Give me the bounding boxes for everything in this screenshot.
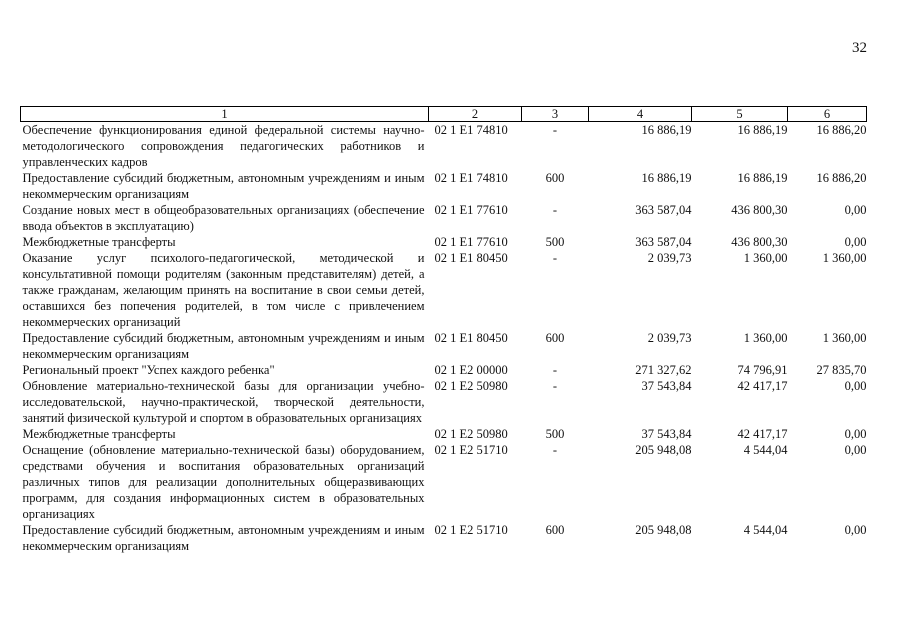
row-value-6: 1 360,00: [822, 251, 867, 265]
row-value-5: 74 796,91: [737, 363, 788, 377]
table-row: [21, 442, 867, 522]
table-header-row: [21, 107, 867, 122]
row-expense-type: 500: [545, 427, 565, 441]
row-value-5: 42 417,17: [737, 379, 788, 393]
row-name: Создание новых мест в общеобразовательных организациях (обеспечение ввода объектов в эксплуатацию): [22, 203, 425, 233]
row-expense-type: 600: [545, 523, 565, 537]
row-value-5: 16 886,19: [737, 171, 788, 185]
row-name: Обновление материально-технической базы для организации учебно-исследовательской, научно-практической, творческой деятельности, занятий физической культурой и спортом в образовательных организациях: [22, 379, 425, 425]
row-value-4: 363 587,04: [635, 203, 692, 217]
row-expense-type: -: [552, 123, 558, 137]
row-value-4: 271 327,62: [635, 363, 692, 377]
row-code: 02 1 E2 51710: [434, 443, 508, 457]
row-value-6: 16 886,20: [816, 123, 867, 137]
row-value-5: 4 544,04: [743, 443, 788, 457]
row-expense-type: -: [552, 203, 558, 217]
row-value-4: 16 886,19: [641, 171, 692, 185]
row-expense-type: -: [552, 379, 558, 393]
row-value-5: 42 417,17: [737, 427, 788, 441]
row-name: Межбюджетные трансферты: [22, 427, 176, 441]
column-header: 1: [21, 107, 429, 122]
row-code: 02 1 E1 74810: [434, 171, 508, 185]
row-value-4: 2 039,73: [647, 331, 692, 345]
row-expense-type: 600: [545, 331, 565, 345]
row-value-5: 1 360,00: [743, 331, 788, 345]
row-name: Обеспечение функционирования единой федеральной системы научно-методологического сопровождения педагогических работников и управленческих кадров: [22, 123, 425, 169]
row-code: 02 1 E2 51710: [434, 523, 508, 537]
row-value-6: 0,00: [844, 379, 867, 393]
row-code: 02 1 E2 50980: [434, 379, 508, 393]
table-row: [21, 170, 867, 202]
table-row: [21, 426, 867, 442]
table-row: [21, 250, 867, 330]
column-header: 6: [788, 107, 867, 122]
row-value-4: 2 039,73: [647, 251, 692, 265]
row-value-6: 16 886,20: [816, 171, 867, 185]
row-value-4: 205 948,08: [635, 443, 692, 457]
table-row: [21, 378, 867, 426]
row-value-6: 0,00: [844, 427, 867, 441]
row-value-6: 0,00: [844, 235, 867, 249]
column-header: 2: [429, 107, 522, 122]
row-value-5: 436 800,30: [731, 235, 788, 249]
row-name: Межбюджетные трансферты: [22, 235, 176, 249]
row-expense-type: -: [552, 251, 558, 265]
table-row: [21, 122, 867, 171]
row-name: Оснащение (обновление материально-технической базы) оборудованием, средствами обучения и воспитания образовательных организаций различных типов для реализации дополнительных общеразвивающих программ, для создания информационных систем в образовательных организациях: [22, 443, 425, 521]
row-expense-type: -: [552, 363, 558, 377]
row-name: Региональный проект "Успех каждого ребенка": [22, 363, 275, 377]
row-code: 02 1 E2 50980: [434, 427, 508, 441]
row-code: 02 1 E1 80450: [434, 251, 508, 265]
row-value-4: 37 543,84: [641, 427, 692, 441]
table-row: [21, 330, 867, 362]
column-header: 5: [692, 107, 788, 122]
row-name: Предоставление субсидий бюджетным, автономным учреждениям и иным некоммерческим организациям: [22, 331, 425, 361]
row-value-4: 363 587,04: [635, 235, 692, 249]
row-value-6: 1 360,00: [822, 331, 867, 345]
row-expense-type: -: [552, 443, 558, 457]
row-value-6: 0,00: [844, 203, 867, 217]
row-value-5: 436 800,30: [731, 203, 788, 217]
column-header: 4: [589, 107, 692, 122]
row-name: Предоставление субсидий бюджетным, автономным учреждениям и иным некоммерческим организациям: [22, 523, 425, 553]
row-value-4: 37 543,84: [641, 379, 692, 393]
row-code: 02 1 E1 77610: [434, 203, 508, 217]
table-row: [21, 234, 867, 250]
row-value-6: 0,00: [844, 443, 867, 457]
row-code: 02 1 E1 74810: [434, 123, 508, 137]
row-name: Оказание услуг психолого-педагогической, методической и консультативной помощи родителям (законным представителям) детей, а также гражданам, желающим принять на воспитание в свои семьи детей, оставшихся без попечения родителей, в том числе с привлечением некоммерческих организаций: [22, 251, 425, 329]
row-name: Предоставление субсидий бюджетным, автономным учреждениям и иным некоммерческим организациям: [22, 171, 425, 201]
row-value-6: 0,00: [844, 523, 867, 537]
table-row: [21, 522, 867, 554]
row-value-4: 205 948,08: [635, 523, 692, 537]
row-value-5: 1 360,00: [743, 251, 788, 265]
row-expense-type: 600: [545, 171, 565, 185]
row-value-5: 16 886,19: [737, 123, 788, 137]
row-code: 02 1 E2 00000: [434, 363, 508, 377]
row-expense-type: 500: [545, 235, 565, 249]
table-row: [21, 202, 867, 234]
row-value-5: 4 544,04: [743, 523, 788, 537]
row-value-4: 16 886,19: [641, 123, 692, 137]
row-value-6: 27 835,70: [816, 363, 867, 377]
row-code: 02 1 E1 80450: [434, 331, 508, 345]
budget-table: [20, 106, 867, 554]
row-code: 02 1 E1 77610: [434, 235, 508, 249]
page-number: 32: [852, 40, 867, 56]
table-row: [21, 362, 867, 378]
column-header: 3: [522, 107, 589, 122]
